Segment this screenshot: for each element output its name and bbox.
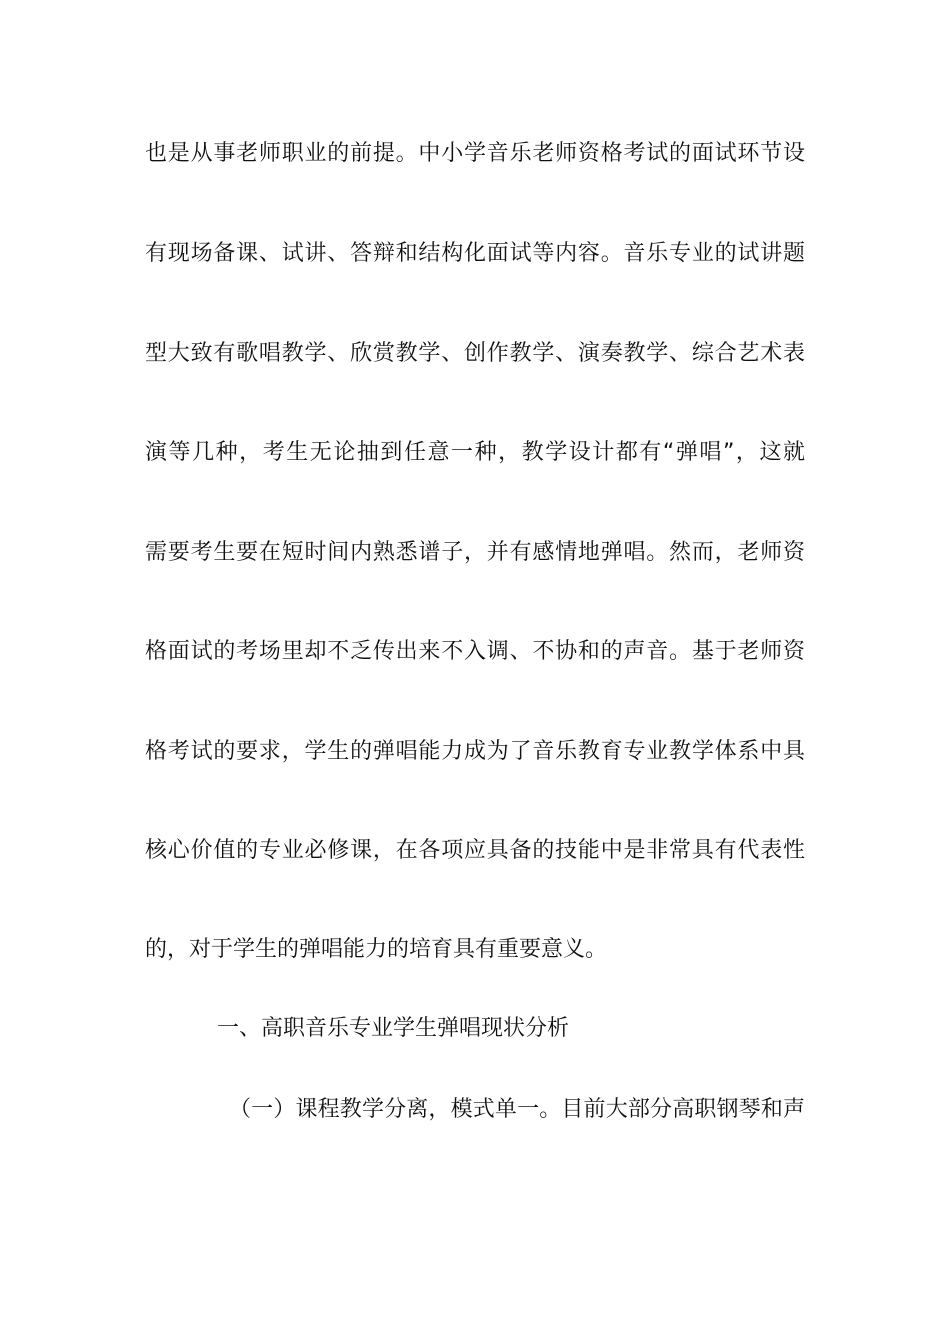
paragraph-line-6: 格面试的考场里却不乏传出来不入调、不协和的声音。基于老师资	[145, 639, 805, 664]
paragraph-line-2: 有现场备课、试讲、答辩和结构化面试等内容。音乐专业的试讲题	[145, 241, 805, 266]
paragraph-line-3: 型大致有歌唱教学、欣赏教学、创作教学、演奏教学、综合艺术表	[145, 341, 805, 366]
paragraph-line-9: 的，对于学生的弹唱能力的培育具有重要意义。	[145, 937, 608, 962]
subsection-line: （一）课程教学分离，模式单一。目前大部分高职钢琴和声	[229, 1097, 805, 1122]
section-heading: 一、高职音乐专业学生弹唱现状分析	[217, 1016, 570, 1041]
paragraph-line-7: 格考试的要求，学生的弹唱能力成为了音乐教育专业教学体系中具	[145, 739, 805, 764]
paragraph-line-5: 需要考生要在短时间内熟悉谱子，并有感情地弹唱。然而，老师资	[145, 540, 805, 565]
paragraph-line-4: 演等几种，考生无论抽到任意一种，教学设计都有“弹唱”，这就	[145, 440, 805, 465]
paragraph-line-1: 也是从事老师职业的前提。中小学音乐老师资格考试的面试环节设	[145, 141, 805, 166]
paragraph-line-8: 核心价值的专业必修课，在各项应具备的技能中是非常具有代表性	[145, 838, 805, 863]
